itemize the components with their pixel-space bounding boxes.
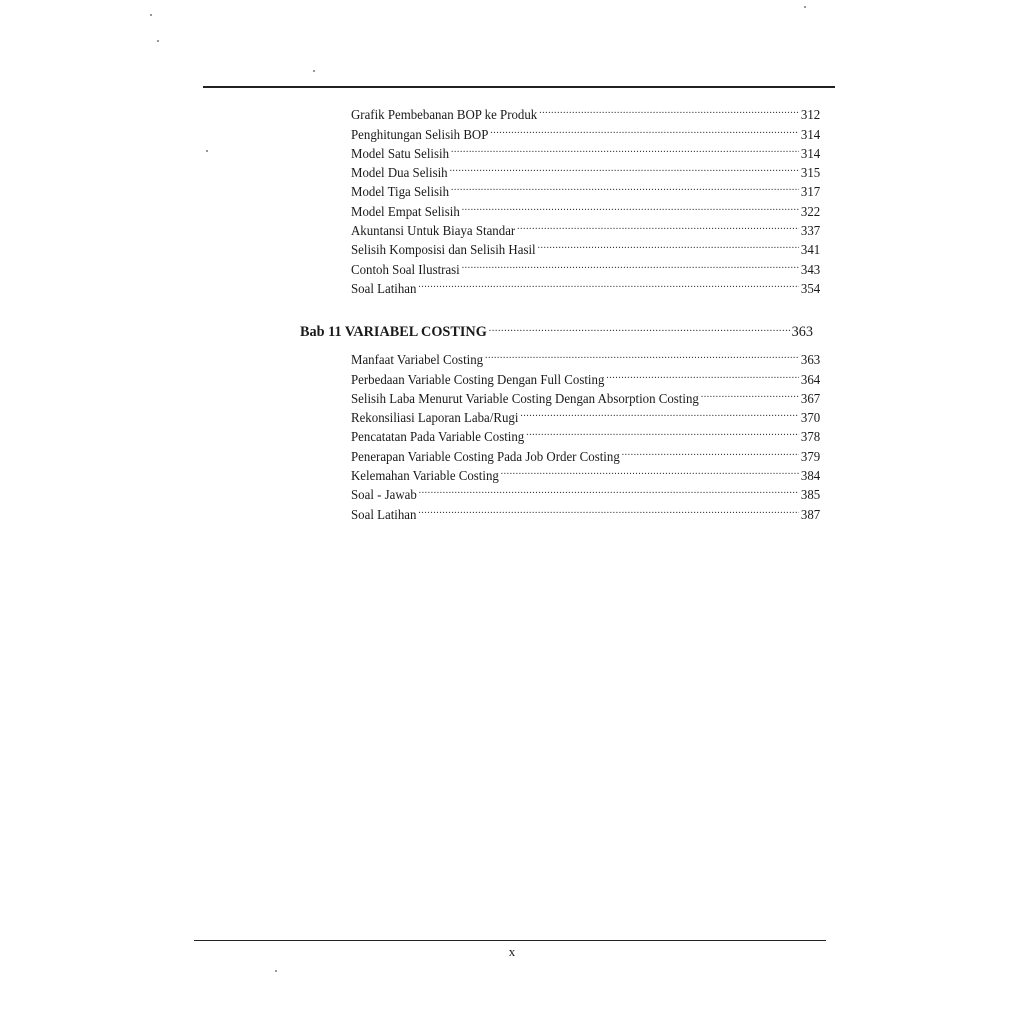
dot-leader (462, 254, 799, 273)
dot-leader (485, 345, 799, 364)
toc-entry-label: Kelemahan Variable Costing (351, 469, 499, 485)
dot-leader (419, 480, 799, 499)
toc-entry-page: 337 (800, 224, 821, 240)
toc-entry-page: 387 (800, 507, 821, 523)
dot-leader (539, 100, 799, 119)
toc-entry (351, 422, 821, 446)
toc-entry-page: 363 (800, 353, 821, 369)
toc-entry-page: 378 (800, 430, 821, 446)
toc-entry-page: 312 (800, 108, 821, 124)
toc-entry-label: Selisih Laba Menurut Variable Costing Dengan Absorption Costing (351, 391, 699, 407)
dot-leader (517, 216, 799, 235)
dot-leader (449, 158, 799, 177)
toc-entry-page: 343 (800, 262, 821, 278)
toc-entry-label: Soal Latihan (351, 281, 417, 297)
dot-leader (622, 441, 799, 460)
toc-entry-page: 370 (800, 411, 821, 427)
toc-entry-label: Model Empat Selisih (351, 204, 460, 220)
toc-entry-page: 315 (800, 166, 821, 182)
toc-entry-label: Contoh Soal Ilustrasi (351, 262, 460, 278)
page-number: x (508, 944, 516, 959)
toc-entry-label: Model Tiga Selisih (351, 185, 450, 201)
scan-speck (206, 150, 208, 152)
toc-entry (351, 216, 821, 240)
toc-entry-label: Akuntansi Untuk Biaya Standar (351, 224, 516, 240)
scan-speck (313, 70, 315, 72)
toc-entry (351, 461, 821, 485)
toc-entry (351, 235, 821, 259)
toc-entry-page: 314 (800, 127, 821, 143)
toc-entry (351, 403, 821, 427)
toc-entry (351, 254, 821, 278)
toc-entry-label: Penghitungan Selisih BOP (351, 127, 489, 143)
toc-entry-label: Soal - Jawab (351, 488, 417, 504)
toc-entry-label: Grafik Pembebanan BOP ke Produk (351, 108, 538, 124)
toc-entry (351, 345, 821, 369)
toc-entry (351, 274, 821, 297)
scan-speck (275, 970, 277, 972)
dot-leader (520, 403, 799, 422)
dot-leader (701, 384, 799, 403)
chapter-heading (300, 318, 813, 341)
scan-speck (157, 40, 159, 42)
toc-entry (351, 499, 821, 523)
toc-entry-page: 322 (800, 204, 821, 220)
toc-entry (351, 139, 821, 162)
chapter-page: 363 (791, 324, 813, 340)
toc-entry (351, 480, 821, 504)
toc-entry (351, 441, 821, 465)
toc-entry-page: 314 (800, 146, 821, 162)
toc-entry-page: 341 (800, 243, 821, 259)
toc-section-list-before (351, 100, 821, 297)
toc-entry-label: Manfaat Variabel Costing (351, 353, 484, 369)
toc-entry-label: Pencatatan Pada Variable Costing (351, 430, 525, 446)
dot-leader (537, 235, 799, 254)
toc-entry (351, 119, 821, 143)
dot-leader (451, 177, 799, 196)
toc-entry (351, 100, 821, 124)
scan-speck (150, 14, 152, 16)
toc-entry-label: Selisih Komposisi dan Selisih Hasil (351, 243, 536, 259)
dot-leader (501, 461, 799, 480)
dot-leader (606, 364, 799, 383)
toc-entry (351, 177, 821, 201)
dot-leader (418, 274, 799, 293)
toc-entry-label: Rekonsiliasi Laporan Laba/Rugi (351, 411, 519, 427)
toc-entry-page: 385 (800, 488, 821, 504)
dot-leader (490, 119, 799, 138)
dot-leader (451, 139, 799, 158)
chapter-title: Bab 11 VARIABEL COSTING (300, 324, 487, 340)
header-rule (203, 86, 835, 88)
toc-chapter-section-list (351, 345, 821, 523)
toc-entry-label: Soal Latihan (351, 507, 417, 523)
toc-entry-label: Penerapan Variable Costing Pada Job Order Costing (351, 449, 620, 465)
scan-speck (804, 6, 806, 8)
dot-leader (526, 422, 799, 441)
toc-entry-page: 364 (800, 372, 821, 388)
toc-entry-label: Model Satu Selisih (351, 146, 450, 162)
toc-entry-page: 384 (800, 469, 821, 485)
toc-entry-page: 367 (800, 391, 821, 407)
toc-entry-label: Model Dua Selisih (351, 166, 448, 182)
toc-entry (351, 364, 821, 388)
dot-leader (462, 196, 799, 215)
toc-entry-page: 379 (800, 449, 821, 465)
toc-entry-page: 317 (800, 185, 821, 201)
toc-entry (351, 158, 821, 182)
dot-leader (489, 318, 790, 336)
dot-leader (418, 499, 799, 518)
toc-entry (351, 196, 821, 220)
toc-entry (351, 384, 821, 407)
toc-entry-page: 354 (800, 281, 821, 297)
footer-rule (194, 940, 826, 941)
toc-entry-label: Perbedaan Variable Costing Dengan Full Costing (351, 372, 605, 388)
